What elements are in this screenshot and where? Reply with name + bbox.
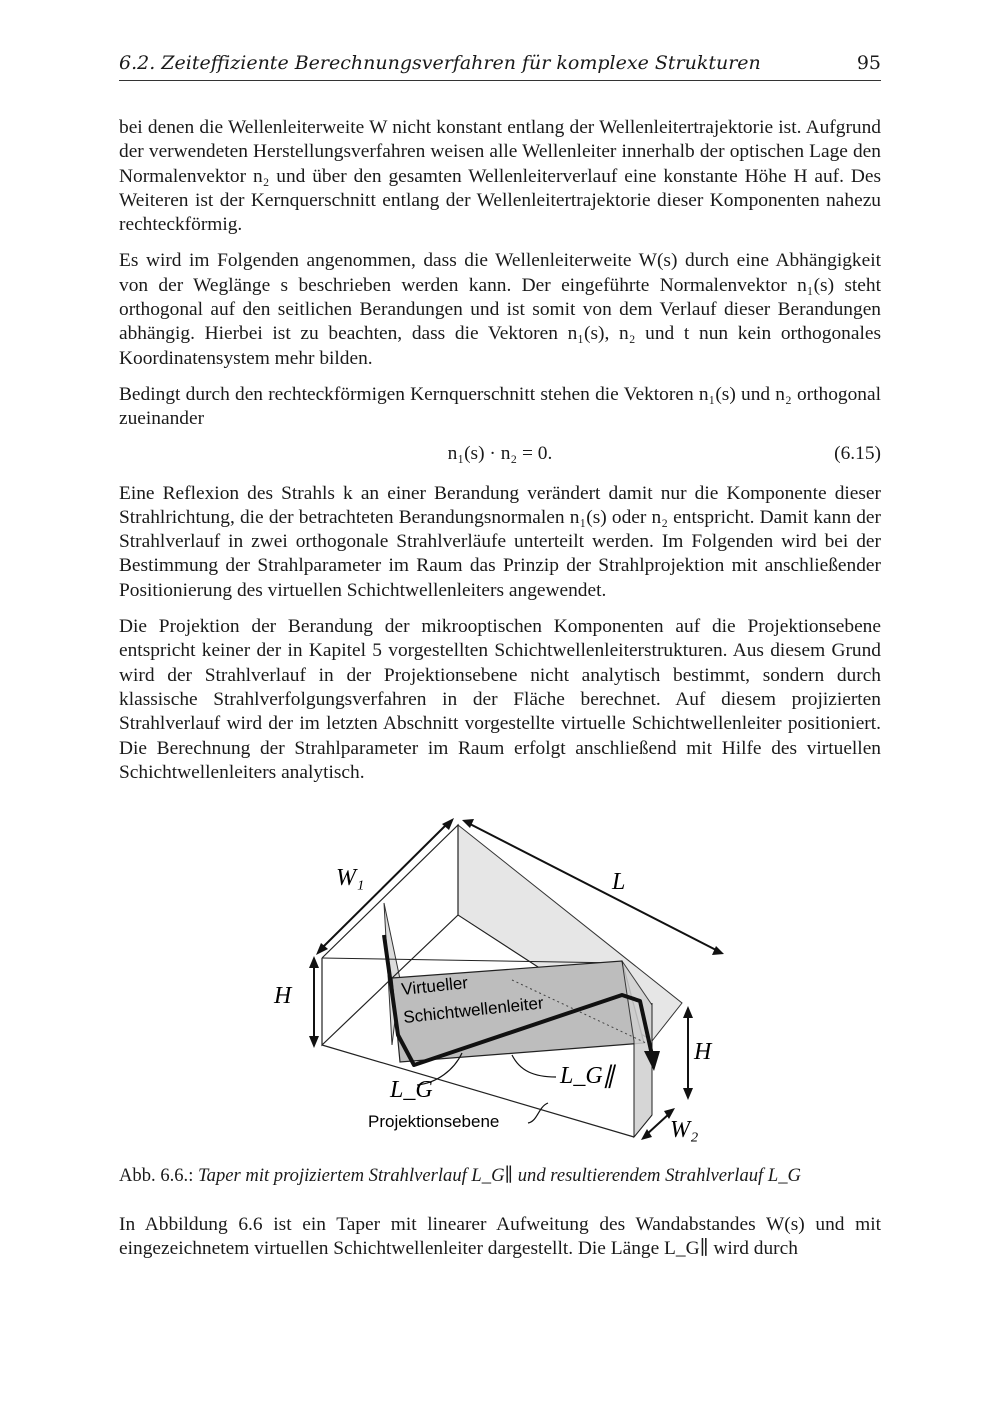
label-virtual-line1: Virtueller: [400, 973, 469, 999]
continuation-text: [119, 1213, 881, 1262]
label-lg: L_G: [390, 1077, 433, 1103]
taper-diagram: [262, 815, 742, 1155]
lg-par-leader: [512, 1055, 556, 1077]
h-right-arrow-bottom: [683, 1088, 693, 1100]
paragraph-3: Bedingt durch den rechteckförmigen Kernquerschnitt stehen die Vektoren n₁(s) und n₂ orthogonal zueinander: [119, 383, 881, 430]
paragraph-1: bei denen die Wellenleiterweite W nicht konstant entlang der Wellenleitertrajektorie ist. Aufgrund der verwendeten Herstellungsverfahren weisen alle Wellenleiter innerhalb der optischen Lage den Normalenvektor n₂ und über den gesamten Wellenleiterverlauf eine konstante Höhe H auf. Des Weiteren ist der Kernquerschnitt entlang der Wellenleitertrajektorie dieser Komponenten nahezu rechteckförmig.: [119, 117, 881, 236]
paragraph-6: In Abbildung 6.6 ist ein Taper mit linearer Aufweitung des Wandabstandes W(s) und mit eingezeichnetem virtuellen Schichtwellenleiter dargestellt. Die Länge L_G∥ wird durch: [119, 1214, 881, 1260]
equation-body: n₁(s) · n₂ = 0.: [447, 442, 553, 464]
page-number: 95: [856, 52, 881, 74]
label-w1: W₁: [336, 865, 365, 891]
label-projection-plane: Projektionsebene: [368, 1112, 500, 1131]
figure-6-6: [262, 815, 742, 1155]
figure-caption: [119, 1165, 881, 1187]
label-h-right: H: [694, 1039, 712, 1065]
label-h-left: H: [274, 983, 292, 1009]
l-arrow-end: [712, 946, 724, 955]
paragraph-5: Die Projektion der Berandung der mikrooptischen Komponenten auf die Projektionsebene entspricht keiner der in Kapitel 5 vorgestellten Schichtwellenleiterstrukturen. Aus diesem Grund wird der Strahlverlauf in der Projektionsebene nicht analytisch bestimmt, sondern durch klassische Strahlverfolgungsverfahren in der Fläche berechnet. Auf diesem projizierten Strahlverlauf wird der im letzten Abschnitt vorgestellte virtuelle Schichtwellenleiter positioniert. Die Berechnung der Strahlparameter im Raum erfolgt anschließend mit Hilfe des virtuellen Schichtwellenleiters analytisch.: [119, 616, 881, 783]
paragraph-4: Eine Reflexion des Strahls k an einer Berandung verändert damit nur die Komponente dieser Strahlrichtung, die der betrachteten Berandungsnormalen n₁(s) oder n₂ entspricht. Damit kann der Strahlverlauf in zwei orthogonale Strahlverläufe unterteilt werden. Im Folgenden wird bei der Bestimmung der Strahlparameter im Raum das Prinzip der Strahlprojektion mit anschließender Positionierung des virtuellen Schichtwellenleiters angewendet.: [119, 482, 881, 601]
caption-label: Abb. 6.6.:: [119, 1165, 194, 1186]
h-right-arrow-top: [683, 1006, 693, 1018]
caption-text: Taper mit projiziertem Strahlverlauf L_G∥ und resultierendem Strahlverlauf L_G: [198, 1165, 801, 1186]
h-left-arrow-top: [309, 956, 319, 968]
equation-6-15: [119, 436, 881, 476]
h-left-arrow-bottom: [309, 1036, 319, 1048]
label-w2: W₂: [670, 1117, 699, 1143]
main-text: [119, 116, 881, 797]
label-virtual-line2: Schichtwellenleiter: [402, 993, 545, 1027]
page-header: [119, 52, 881, 81]
section-title: 6.2. Zeiteffiziente Berechnungsverfahren für komplexe Strukturen: [119, 52, 761, 74]
equation-number: (6.15): [834, 442, 881, 464]
paragraph-2: Es wird im Folgenden angenommen, dass die Wellenleiterweite W(s) durch eine Abhängigkeit von der Weglänge s beschrieben werden kann. Der eingeführte Normalenvektor n₁(s) steht orthogonal auf den seitlichen Berandungen und ist somit von dem Verlauf dieser Berandungen abhängig. Hierbei ist zu beachten, dass die Vektoren n₁(s), n₂ und t nun kein orthogonales Koordinatensystem mehr bilden.: [119, 250, 881, 369]
label-lg-par: L_G∥: [560, 1063, 615, 1089]
projection-leader: [528, 1103, 548, 1123]
label-l: L: [612, 869, 626, 895]
l-arrow-start: [462, 819, 474, 828]
